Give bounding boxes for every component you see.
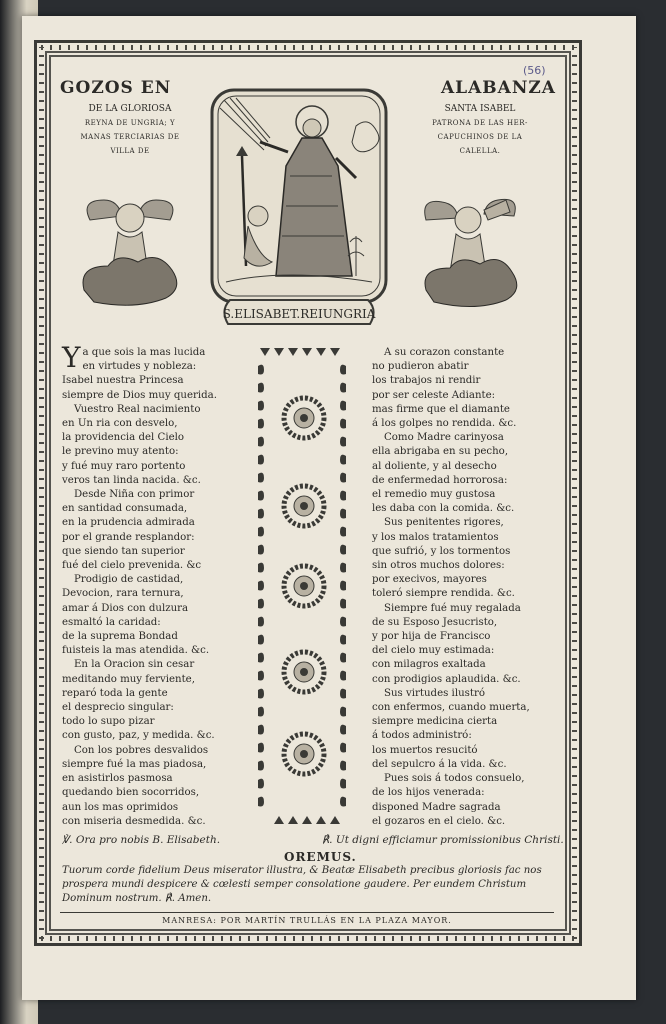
subtitle-right-line: CAPUCHINOS DE LA: [437, 133, 523, 141]
verse-line: por ser celeste Adiante:: [372, 389, 496, 401]
saint-engraving: [206, 86, 392, 332]
verse-line: aun los mas oprimidos: [62, 801, 179, 813]
verse-line: Con los pobres desvalidos: [74, 744, 209, 756]
verse-line: en santidad consumada,: [62, 503, 188, 515]
verse-line: que siendo tan superior: [62, 545, 185, 557]
verse-line: de los hijos venerada:: [372, 787, 485, 799]
verse-line: al doliente, y al desecho: [372, 460, 497, 472]
verse-line: y fué muy raro portento: [62, 460, 186, 472]
verse-line: fuisteis la mas atendida. &c.: [62, 645, 210, 657]
cherub-right-illustration: [420, 190, 520, 320]
verse-line: y por hija de Francisco: [372, 631, 491, 643]
verse-line: Sus penitentes rigores,: [384, 517, 504, 529]
verse-line: con gusto, paz, y medida. &c.: [62, 730, 215, 742]
subtitle-right: [400, 102, 560, 158]
verse-line: reparó toda la gente: [62, 687, 168, 699]
verse-line: á todos administró:: [372, 730, 472, 742]
verse-line: A su corazon constante: [384, 347, 505, 358]
verse-line: esmaltó la caridad:: [62, 616, 161, 628]
verse-line: ella abrigaba en su pecho,: [372, 446, 509, 458]
verse-line: Devocion, rara ternura,: [62, 588, 184, 600]
rosette-ornament: [284, 566, 324, 606]
verse-line: Isabel nuestra Princesa: [62, 375, 184, 387]
rosette-ornament: [284, 398, 324, 438]
verse-line: con milagros exaltada: [372, 659, 486, 671]
verse-line: en asistirlos pasmosa: [62, 773, 173, 785]
verse-line: con miseria desmedida. &c.: [62, 815, 206, 827]
subtitle-left-line: VILLA DE: [110, 147, 150, 155]
verse-line: que sufrió, y los tormentos: [372, 545, 511, 557]
verse-line: fué del cielo prevenida. &c: [62, 560, 202, 572]
subtitle-right-line: CALELLA.: [459, 147, 501, 155]
verse-line: En la Oracion sin cesar: [74, 659, 195, 671]
fleuron-row-bottom: [274, 816, 340, 824]
verse-line: con enfermos, cuando muerta,: [372, 702, 530, 714]
cherub-left-illustration: [80, 190, 180, 320]
verse-line: veros tan linda nacida. &c.: [62, 474, 201, 486]
verse-line: en la prudencia admirada: [62, 517, 195, 529]
verse-line: amar á Dios con dulzura: [62, 602, 189, 614]
verse-line: del cielo muy estimada:: [372, 645, 495, 657]
subtitle-right-line: PATRONA DE LAS HER-: [432, 119, 528, 127]
oremus-heading: OREMUS.: [284, 850, 357, 864]
verses-right-column: [372, 346, 568, 829]
verse-line: de su Esposo Jesucristo,: [372, 616, 498, 628]
handwritten-annotation: (56): [523, 64, 546, 77]
rosette-ornament: [284, 652, 324, 692]
verse-line: los trabajos ni rendir: [372, 375, 481, 387]
verse-line: les daba con la comida. &c.: [372, 503, 515, 515]
versicle: ℣. Ora pro nobis B. Elisabeth.: [62, 834, 221, 846]
verse-line: los muertos resucitó: [372, 744, 478, 756]
closing-prayer: Tuorum corde fidelium Deus miserator illustra, & Beatæ Elisabeth precibus gloriosis fac nos prospera mundi despicere & cœlesti semper consolatione gaudere. Per eundem Christum Dominum nostrum. ℟. Amen.: [62, 865, 542, 904]
verse-line: Pues sois á todos consuelo,: [384, 773, 525, 785]
verse-line: Prodigio de castidad,: [74, 574, 184, 586]
verse-line: Sus virtudes ilustró: [384, 687, 485, 699]
verse-line-text: a que sois la mas lucida: [82, 347, 206, 358]
verse-line: le previno muy atento:: [62, 446, 179, 458]
verse-line: en Un ria con desvelo,: [62, 418, 178, 430]
verse-line: el gozaros en el cielo. &c.: [372, 815, 506, 827]
drop-cap: Y: [62, 341, 81, 374]
verse-line: siempre fué la mas piadosa,: [62, 758, 207, 770]
verse-line: quedando bien socorridos,: [62, 787, 200, 799]
chain-border-top: [41, 45, 575, 50]
verse-line: todo lo supo pizar: [62, 716, 155, 728]
title-left: GOZOS EN: [60, 78, 172, 98]
rosette-ornament: [284, 734, 324, 774]
subtitle-left-line: DE LA GLORIOSA: [88, 104, 172, 114]
fleuron-row-top: [260, 348, 340, 356]
verse-line: con prodigios aplaudida. &c.: [372, 673, 521, 685]
verse-line: Siempre fué muy regalada: [384, 602, 521, 614]
verse-line: de la suprema Bondad: [62, 631, 178, 643]
subtitle-right-line: SANTA ISABEL: [444, 104, 516, 114]
title-right: ALABANZA: [440, 78, 556, 98]
verse-line: de enfermedad horrorosa:: [372, 474, 508, 486]
verse-line: por execivos, mayores: [372, 574, 487, 586]
chain-border-right: [572, 47, 577, 939]
verse-line: á los golpes no rendida. &c.: [372, 418, 517, 430]
response: ℟. Ut digni efficiamur promissionibus Christi.: [322, 834, 564, 846]
verse-line: siempre de Dios muy querida.: [62, 389, 217, 401]
verse-line: siempre medicina cierta: [372, 716, 498, 728]
subtitle-left: [60, 102, 200, 158]
verse-line: toleró siempre rendida. &c.: [372, 588, 515, 600]
verse-line: Desde Niña con primor: [74, 489, 195, 501]
verse-line: el remedio muy gustosa: [372, 489, 496, 501]
verse-line: disponed Madre sagrada: [372, 801, 501, 813]
rosette-ornament: [284, 486, 324, 526]
verse-line: meditando muy ferviente,: [62, 673, 195, 685]
central-ornament-strip: [254, 346, 350, 826]
verse-line: el desprecio singular:: [62, 702, 174, 714]
verse-line: no pudieron abatir: [372, 361, 469, 373]
verse-line: Como Madre carinyosa: [384, 432, 504, 444]
chain-border-left: [39, 47, 44, 939]
subtitle-left-line: REYNA DE UNGRIA; Y: [84, 119, 176, 127]
subtitle-left-line: MANAS TERCIARIAS DE: [80, 133, 180, 141]
verse-line: del sepulcro á la vida. &c.: [372, 758, 507, 770]
engraving-caption: S.ELISABET.REIUNGRIA: [222, 307, 376, 321]
verse-line: y los malos tratamientos: [372, 531, 499, 543]
verses-left-column: [62, 341, 258, 829]
verse-line: la providencia del Cielo: [62, 432, 185, 444]
verse-line: sin otros muchos dolores:: [372, 560, 505, 572]
verse-line: por el grande resplandor:: [62, 531, 195, 543]
verse-line: Vuestro Real nacimiento: [74, 403, 201, 415]
printer-imprint: MANRESA: POR MARTÍN TRULLÁS EN LA PLAZA MAYOR.: [60, 912, 554, 925]
chain-border-bottom: [41, 936, 575, 941]
verse-line: mas firme que el diamante: [372, 403, 510, 415]
verse-line: en virtudes y nobleza:: [82, 361, 197, 373]
